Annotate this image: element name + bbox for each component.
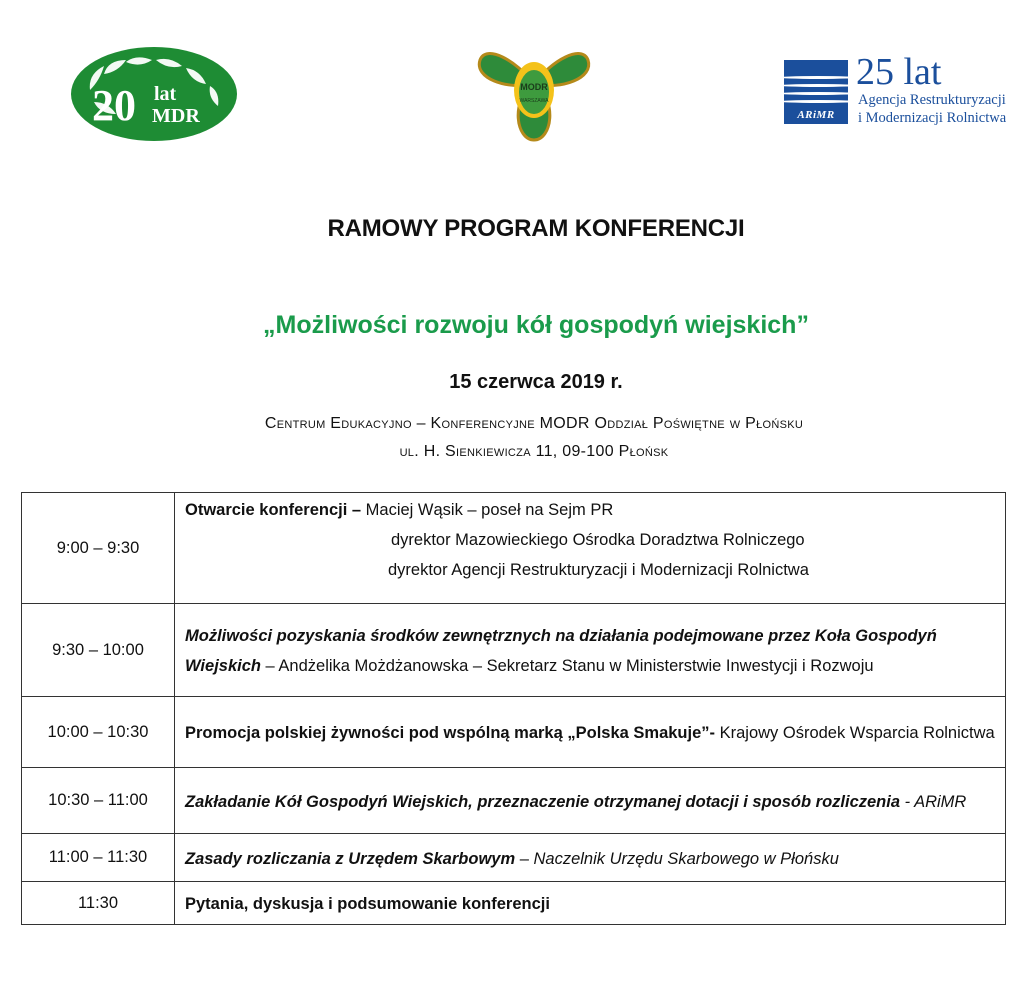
session-description	[175, 604, 1006, 697]
session-time: 10:30 – 11:00	[22, 768, 175, 834]
venue-line-1: Centrum Edukacyjno – Konferencyjne MODR Oddział Poświętne w Płońsku	[264, 415, 804, 432]
session-speaker: Naczelnik Urzędu Skarbowego w Płońsku	[533, 849, 839, 868]
session-time: 10:00 – 10:30	[22, 697, 175, 768]
session-speaker-3: dyrektor Agencji Restrukturyzacji i Modernizacji Rolnictwa	[388, 561, 809, 579]
session-speaker: - ARiMR	[900, 792, 967, 811]
session-separator: –	[515, 849, 534, 868]
logo-left-lat: lat	[154, 83, 177, 105]
table-row	[22, 882, 1006, 925]
logo-left-mdr: MDR	[152, 105, 200, 127]
session-time: 9:00 – 9:30	[22, 493, 175, 604]
logo-center-text: MODR	[520, 82, 548, 92]
session-title: Promocja polskiej żywności pod wspólną marką „Polska Smakuje”-	[185, 724, 716, 742]
logo-20-lat-mdr	[70, 46, 238, 142]
session-speaker: Maciej Wąsik – poseł na Sejm PR	[361, 501, 614, 519]
session-title: Zakładanie Kół Gospodyń Wiejskich, przeznaczenie otrzymanej dotacji i sposób rozliczenia	[185, 792, 901, 811]
conference-date: 15 czerwca 2019 r.	[449, 371, 623, 393]
session-time: 11:30	[22, 882, 175, 925]
page-title: RAMOWY PROGRAM KONFERENCJI	[327, 215, 745, 242]
session-description	[175, 834, 1006, 882]
session-speaker: – Andżelika Możdżanowska – Sekretarz Stanu w Ministerstwie Inwestycji i Rozwoju	[260, 657, 874, 675]
logo-modr	[476, 40, 592, 142]
arimr-name-line2: i Modernizacji Rolnictwa	[858, 110, 1007, 126]
session-time: 9:30 – 10:00	[22, 604, 175, 697]
logo-arimr	[784, 51, 1010, 128]
logo-left-number: 20	[92, 81, 136, 130]
session-title: Pytania, dyskusja i podsumowanie konferencji	[185, 895, 550, 913]
session-title: Otwarcie konferencji –	[185, 501, 362, 519]
session-speaker-2: dyrektor Mazowieckiego Ośrodka Doradztwa Rolniczego	[391, 531, 805, 549]
arimr-emblem	[784, 60, 848, 124]
session-speaker: Krajowy Ośrodek Wsparcia Rolnictwa	[715, 724, 995, 742]
conference-subtitle: „Możliwości rozwoju kół gospodyń wiejskich”	[263, 311, 809, 339]
session-description	[175, 768, 1006, 834]
table-row	[22, 834, 1006, 882]
session-title: Możliwości pozyskania środków zewnętrznych na działania podejmowane przez Koła Gospodyń Wiejskich	[185, 627, 937, 675]
table-row	[22, 768, 1006, 834]
arimr-25-lat: 25 lat	[856, 51, 942, 93]
table-row	[22, 604, 1006, 697]
table-row	[22, 493, 1006, 604]
session-description	[175, 493, 1006, 604]
session-time: 11:00 – 11:30	[22, 834, 175, 882]
venue-line-2: ul. H. Sienkiewicza 11, 09-100 Płońsk	[399, 443, 669, 460]
session-description	[175, 882, 1006, 925]
program-table	[21, 492, 1006, 925]
session-description	[175, 697, 1006, 768]
arimr-name-line1: Agencja Restrukturyzacji	[858, 92, 1006, 108]
logo-center-subtext: WARSZAWA	[519, 98, 549, 104]
session-title: Zasady rozliczania z Urzędem Skarbowym	[185, 849, 516, 868]
table-row	[22, 697, 1006, 768]
arimr-emblem-text: ARiMR	[797, 109, 835, 121]
